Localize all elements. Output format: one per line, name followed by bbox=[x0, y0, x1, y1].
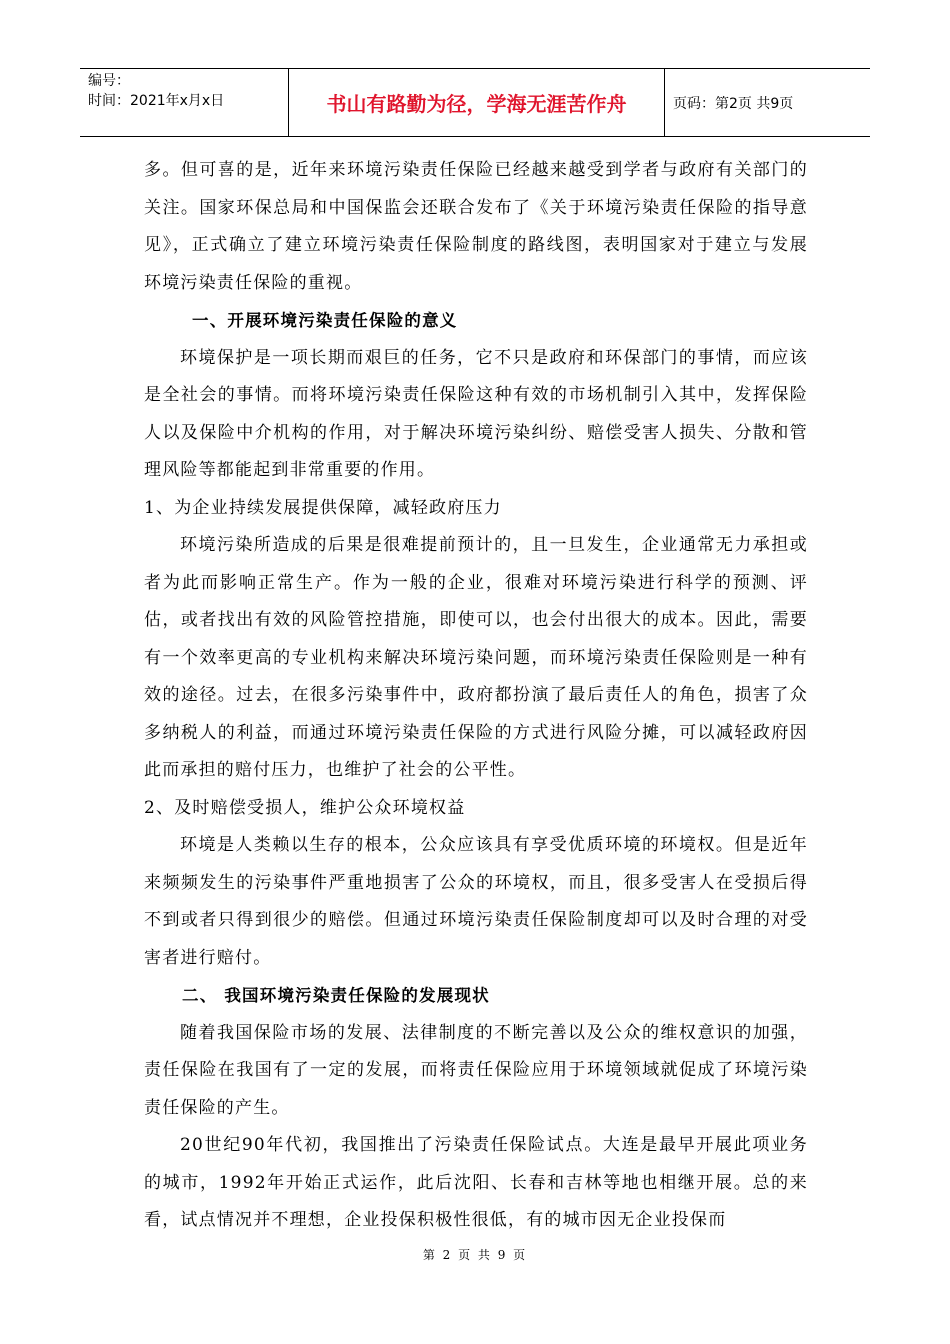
paragraph-2: 环境保护是一项长期而艰巨的任务，它不只是政府和环保部门的事情，而应该是全社会的事情。而将环境污染责任保险这种有效的市场机制引入其中，发挥保险人以及保险中介机构的作用，对于解决环境污染纠纷、赔偿受害人损失、分散和管理风险等都能起到非常重要的作用。 bbox=[144, 347, 808, 480]
paragraph-5: 随着我国保险市场的发展、法律制度的不断完善以及公众的维权意识的加强，责任保险在我国有了一定的发展，而将责任保险应用于环境领域就促成了环境污染责任保险的产生。 bbox=[144, 1022, 808, 1118]
time-label: 时间：2021年x月x日 bbox=[88, 93, 225, 109]
subheading-2: 2、及时赔偿受损人，维护公众环境权益 bbox=[144, 797, 466, 818]
number-label: 编号： bbox=[88, 73, 130, 89]
paragraph-4: 环境是人类赖以生存的根本，公众应该具有享受优质环境的环境权。但是近年来频频发生的污染事件严重地损害了公众的环境权，而且，很多受害人在受损后得不到或者只得到很少的赔偿。但通过环境污染责任保险制度却可以及时合理的对受害者进行赔付。 bbox=[144, 835, 808, 968]
document-body bbox=[144, 152, 808, 1240]
section-heading-1: 一、开展环境污染责任保险的意义 bbox=[192, 311, 458, 330]
header-meta bbox=[80, 69, 289, 136]
paragraph-6: 20世纪90年代初，我国推出了污染责任保险试点。大连是最早开展此项业务的城市，1992年开始正式运作，此后沈阳、长春和吉林等地也相继开展。总的来看，试点情况并不理想，企业投保积极性很低，有的城市因无企业投保而 bbox=[144, 1135, 808, 1230]
paragraph-1: 多。但可喜的是，近年来环境污染责任保险已经越来越受到学者与政府有关部门的关注。国家环保总局和中国保监会还联合发布了《关于环境污染责任保险的指导意见》，正式确立了建立环境污染责任保险制度的路线图，表明国家对于建立与发展环境污染责任保险的重视。 bbox=[144, 160, 808, 293]
section-heading-2: 二、 我国环境污染责任保险的发展现状 bbox=[182, 986, 490, 1005]
page-footer: 第 2 页 共 9 页 bbox=[422, 1248, 528, 1262]
header-page-info: 页码：第2页 共9页 bbox=[673, 95, 794, 112]
paragraph-3: 环境污染所造成的后果是很难提前预计的，且一旦发生，企业通常无力承担或者为此而影响正常生产。作为一般的企业，很难对环境污染进行科学的预测、评估，或者找出有效的风险管控措施，即使可以，也会付出很大的成本。因此，需要有一个效率更高的专业机构来解决环境污染问题，而环境污染责任保险则是一种有效的途径。过去，在很多污染事件中，政府都扮演了最后责任人的角色，损害了众多纳税人的利益，而通过环境污染责任保险的方式进行风险分摊，可以减轻政府因此而承担的赔付压力，也维护了社会的公平性。 bbox=[144, 535, 808, 780]
subheading-1: 1、为企业持续发展提供保障，减轻政府压力 bbox=[144, 497, 502, 518]
page-header bbox=[80, 68, 870, 137]
header-motto: 书山有路勤为径，学海无涯苦作舟 bbox=[289, 69, 665, 136]
